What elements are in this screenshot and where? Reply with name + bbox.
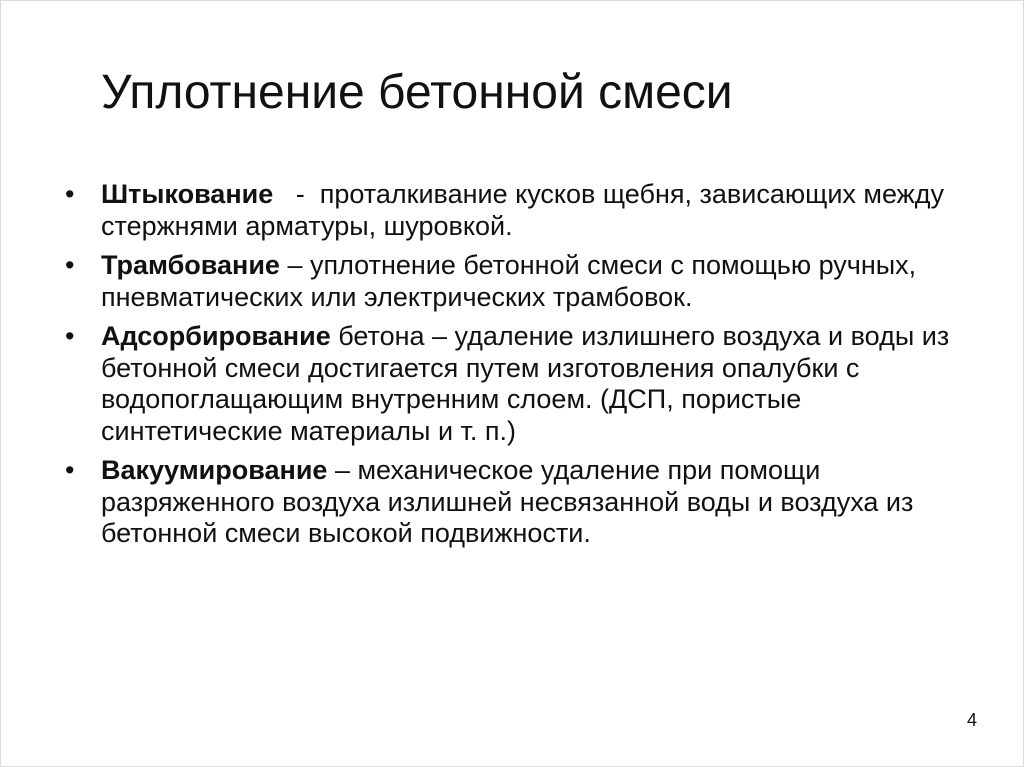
bullet-list: [65, 179, 975, 558]
term-label: Адсорбирование: [101, 321, 331, 351]
term-definition: бетона – удаление излишнего воздуха и воды из бетонной смеси достигается путем изготовления опалубки с водопоглащающим внутренним слоем. (ДСП, пористые синтетические материалы и т. п.): [101, 321, 950, 446]
term-label: Вакуумирование: [101, 455, 328, 485]
term-label: Трамбование: [101, 250, 280, 280]
term-label: Штыкование: [101, 179, 274, 209]
bullet-marker: •: [65, 321, 75, 351]
slide-title: Уплотнение бетонной смеси: [101, 66, 733, 119]
term-definition: – механическое удаление при помощи разряженного воздуха излишней несвязанной воды и воздуха из бетонной смеси высокой подвижности.: [101, 455, 914, 548]
bullet-marker: •: [65, 455, 75, 485]
list-item: [65, 179, 975, 242]
list-item: [65, 455, 975, 550]
list-item: [65, 321, 975, 447]
term-definition: - проталкивание кусков щебня, зависающих между стержнями арматуры, шуровкой.: [101, 179, 952, 241]
term-definition: – уплотнение бетонной смеси с помощью ручных, пневматических или электрических трамбовок.: [101, 250, 917, 312]
bullet-marker: •: [65, 250, 75, 280]
list-item: [65, 250, 975, 313]
page-number: 4: [966, 710, 977, 730]
bullet-marker: •: [65, 179, 75, 209]
